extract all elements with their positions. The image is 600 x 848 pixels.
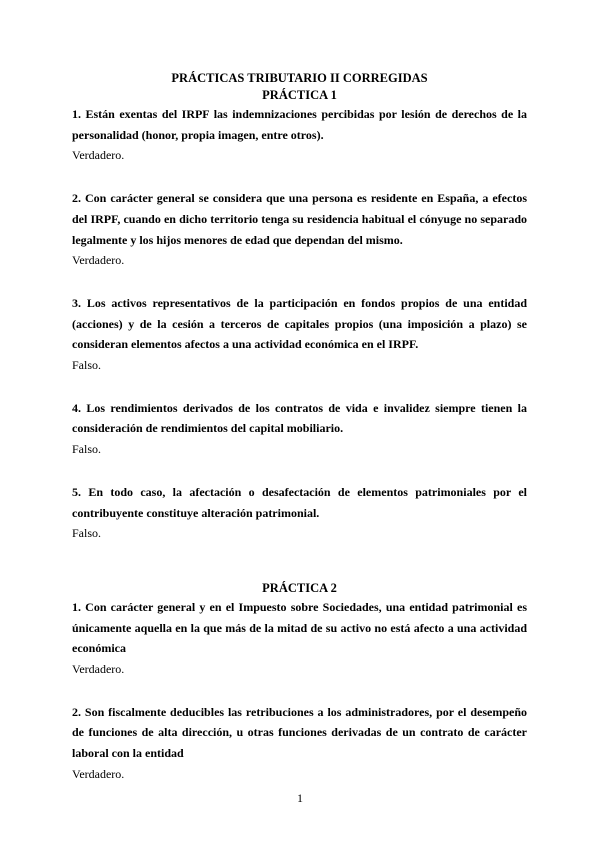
question-answer: Verdadero.	[72, 253, 125, 268]
question-text: 3. Los activos representativos de la participación en fondos propios de una entidad (acciones) y de la cesión a terceros de capitales propios (una imposición a plazo) se consideran elementos afectos a una actividad económica en el IRPF.	[72, 295, 527, 352]
section-title-practica-1: PRÁCTICA 1	[262, 88, 337, 102]
question-item	[72, 188, 527, 271]
section-title-practica-2: PRÁCTICA 2	[262, 580, 337, 595]
question-item	[72, 597, 527, 680]
question-answer: Verdadero.	[72, 148, 125, 163]
question-answer: Verdadero.	[72, 662, 125, 677]
question-answer: Verdadero.	[72, 766, 125, 781]
question-answer: Falso.	[72, 526, 102, 541]
question-text: 5. En todo caso, la afectación o desafectación de elementos patrimoniales por el contribuyente constituye alteración patrimonial.	[72, 484, 527, 520]
question-item	[72, 482, 527, 544]
question-text: 4. Los rendimientos derivados de los contratos de vida e invalidez siempre tienen la consideración de rendimientos del capital mobiliario.	[72, 400, 527, 436]
document-page	[72, 70, 527, 807]
question-answer: Falso.	[72, 442, 102, 457]
question-item	[72, 293, 527, 376]
question-text: 2. Con carácter general se considera que una persona es residente en España, a efectos del IRPF, cuando en dicho territorio tenga su residencia habitual el cónyuge no separado legalmente y los hijos menores de edad que dependan del mismo.	[72, 191, 527, 247]
question-item	[72, 398, 527, 460]
question-item	[72, 702, 527, 785]
question-answer: Falso.	[72, 358, 102, 373]
section-spacer	[72, 566, 527, 580]
question-text: 1. Con carácter general y en el Impuesto sobre Sociedades, una entidad patrimonial es únicamente aquella en la que más de la mitad de su activo no está afecto a una actividad económica	[72, 599, 527, 656]
document-title: PRÁCTICAS TRIBUTARIO II CORREGIDAS	[171, 71, 428, 85]
question-text: 1. Están exentas del IRPF las indemnizaciones percibidas por lesión de derechos de la personalidad (honor, propia imagen, entre otros).	[72, 107, 527, 142]
page-number: 1	[297, 791, 303, 805]
question-item	[72, 104, 527, 166]
question-text: 2. Son fiscalmente deducibles las retribuciones a los administradores, por el desempeño de funciones de alta dirección, u otras funciones derivadas de un contrato de carácter laboral con la entidad	[72, 704, 527, 761]
